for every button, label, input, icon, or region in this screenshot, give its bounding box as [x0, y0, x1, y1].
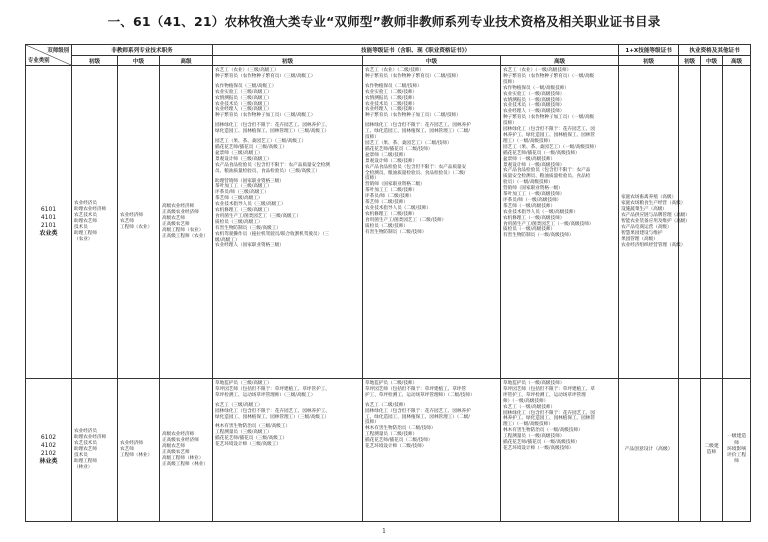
cell-line: 高级农艺师: [162, 444, 185, 450]
cell-line: 农业实验工（二级/技师）: [365, 89, 418, 95]
cell-line: 农艺技术员: [74, 441, 97, 447]
cell-line: 营销师（国家职业资格一级）: [503, 186, 563, 192]
cell-line: 林木有害生物防治员（二级/技师）: [365, 426, 436, 432]
cell-line: 草坪园艺师（包括但不限于：草坪建植工、草坪管: [365, 386, 467, 392]
cell-line: 插花花艺师/插花员（二级/技师）: [365, 146, 433, 152]
category-cell: [26, 66, 72, 379]
cell-line: 评茶员/师（二级/技师）: [365, 194, 415, 200]
cell-line: 技师）: [503, 79, 517, 85]
cell-line: 食用菌生产工/菌类园艺工（三级/高级工）: [215, 213, 301, 219]
cell-line: 级/高级工）: [215, 237, 240, 243]
cell-line: 高级农业经济师: [162, 432, 195, 438]
cell-line: 茶艺师（三级/高级工）: [215, 196, 263, 202]
cell-line: 助理工程师: [74, 230, 97, 236]
cell-line: 农产品电商运营（高级）: [621, 224, 672, 230]
cell-line: 评价工程: [726, 453, 747, 459]
cell-line: 师: [734, 440, 739, 446]
category-cell: [26, 379, 72, 522]
page-title: 一、61（41、21）农林牧渔大类专业“双师型”教师非教师系列专业技术资格及相关职业证书目录: [107, 14, 661, 29]
cell-line: 园林绿化工（包含但不限于：花卉园艺工、园: [503, 127, 595, 133]
skill-mid-cell: [363, 379, 501, 522]
cell-line: 农产品食品检验员（包含但不限于：农产品: [503, 168, 591, 174]
cell-line: 6102: [40, 434, 57, 441]
cell-line: 农业经济组织经营管理（高级）: [621, 242, 686, 248]
cell-line: 有害生物防制员（二级/技师）: [365, 229, 427, 235]
cell-line: 景观设计师（二级/技师）: [365, 158, 418, 164]
header-corner-bottom: 专业类别: [28, 58, 50, 64]
header-group-license: 执业资格及其他证书: [679, 45, 751, 56]
cell-line: 工程测量员（二级/技师）: [365, 432, 418, 438]
cell-line: 技术员: [74, 224, 88, 230]
cell-line: 助理营销师（国家职业资格三级）: [215, 178, 284, 184]
skill-junior-cell: [213, 379, 363, 522]
header-sub: 初级: [72, 56, 118, 66]
cell-line: 林木有害生物防治员（三级/高级工）: [215, 424, 291, 430]
cell-line: 插花花艺师/插花员（一级/高级技师）: [503, 440, 580, 446]
header-sub: 高级: [501, 56, 619, 66]
cell-line: 正高级工程师（农业）: [162, 233, 208, 239]
cell-line: 林业类: [39, 458, 58, 465]
table-row: [26, 379, 751, 522]
cell-line: 草地监护员（一级/高级技师）: [503, 381, 565, 386]
cell-line: 农艺工（一级/高级技师）: [503, 404, 556, 410]
cell-line: 正高级工程师（林业）: [162, 461, 208, 467]
cell-line: 农机修理工（二级/技师）: [365, 211, 418, 217]
cell-line: 草坪园艺师（包括但不限于：草坪建植工、草: [503, 386, 595, 392]
cell-line: 园林绿化工（包含但不限于：花卉园艺工、园: [503, 410, 595, 416]
cell-line: 护工、草坪检测工、运动场草坪管理师）（二级/技师）: [365, 392, 475, 398]
cell-line: 农作物植保员（二级/技师）: [365, 83, 422, 89]
cell-line: 种子繁育员（农作物种子繁育员）（一级/高级: [503, 73, 595, 79]
cell-line: 工程测量员（三级/高级工）: [215, 430, 272, 436]
cell-line: 质检员（一级/高级技师）: [503, 227, 556, 233]
cell-line: 果园管理（高级）: [621, 236, 658, 242]
cell-line: 农业实验工（一级/高级技师）: [503, 91, 565, 97]
cell-line: 助理农艺师: [74, 447, 97, 453]
cell-line: 农情测报员（二级/技师）: [365, 95, 418, 101]
cell-line: 农艺工（二级/技师）: [365, 402, 408, 408]
cell-line: 农业经济师: [120, 213, 143, 219]
cell-line: 插花花艺师/插花员（三级/高级工）: [215, 144, 288, 150]
cell-line: 正高级农业经济师: [162, 210, 199, 216]
cert-senior-cell: [723, 66, 751, 379]
cell-line: 营销师（国家职业资格二级）: [365, 182, 425, 188]
cell-line: 林养护工、绿化造园工、园林植保工、园林管: [503, 416, 595, 422]
cell-line: 高级农艺师: [162, 216, 185, 222]
skill-senior-cell: [501, 66, 619, 379]
cell-line: 园林绿化工（包含但不限于：花卉园艺工、园林养护: [365, 408, 471, 414]
cell-line: 农艺技术员: [74, 213, 97, 219]
cell-line: 种子繁育员（农作物种子加工员）（二级/技师）: [365, 113, 461, 119]
cell-line: 正高级农艺师: [162, 450, 190, 455]
skill-mid-cell: [363, 66, 501, 379]
cell-line: 4102: [40, 442, 57, 449]
header-corner: [26, 45, 72, 66]
cell-line: 农艺工（农业）（二级/技师）: [365, 68, 424, 73]
cell-line: 农情测报员（一级/高级技师）: [503, 97, 565, 103]
header-sub: 高级: [160, 56, 213, 66]
cell-line: 种子繁育员（农作物种子加工员）（三级/高级工）: [215, 113, 316, 119]
cell-line: 环境影响: [726, 446, 747, 452]
cell-line: 林养护工、绿化造园工、园林植保工、园林管: [503, 132, 595, 138]
cell-line: 助理工程师: [74, 458, 97, 464]
cell-line: 农业经理人（三级/高级工）: [215, 107, 272, 113]
cell-line: 评茶员/师（三级/高级工）: [215, 190, 269, 196]
cell-line: 农作物植保员（三级/高级工）: [215, 83, 277, 89]
cell-line: 农业技术员（三级/高级工）: [215, 101, 272, 107]
cell-line: 农业经济师: [120, 441, 143, 447]
header-sub: 中级: [363, 56, 501, 66]
cell-line: 农艺工（农业）（一级/高级技师）: [503, 68, 572, 73]
cell-line: 插花花艺师/插花员（二级/技师）: [365, 438, 433, 444]
cell-line: 茶艺师（一级/高级技师）: [503, 203, 556, 209]
nonteacher-senior-cell: [160, 379, 213, 522]
nonteacher-senior-cell: [160, 66, 213, 379]
cell-line: 农产品供应链与品牌管理（高级）: [621, 213, 690, 219]
cell-line: 种子繁育员（农作物种子繁育员）（三级/高级工）: [215, 73, 316, 79]
cell-line: 园林绿化工（包含但不限于：花卉园艺工、园林养护工、: [215, 123, 330, 129]
cell-line: 一级建造: [726, 434, 747, 440]
cell-line: （林业）: [74, 464, 93, 470]
cell-line: 农情测报员（三级/高级工）: [215, 95, 272, 101]
cell-line: 种子繁育员（农作物种子繁育员）（二级/技师）: [365, 73, 461, 79]
cell-line: 农业技术指导人员（三级/高级工）: [215, 202, 286, 208]
cell-line: 技术员: [74, 452, 88, 458]
x-junior-cell: [619, 379, 679, 522]
table-row: [26, 66, 751, 379]
cell-line: 农业经理人（国家职业资格三级）: [215, 243, 284, 249]
nonteacher-mid-cell: [118, 379, 160, 522]
header-sub: 中级: [701, 56, 723, 66]
cell-line: 草地监护员（二级/技师）: [365, 381, 418, 386]
cell-line: 园艺工（果、茶、桑园艺工）（二级/技师）: [365, 140, 452, 146]
cell-line: 盆景师（一级/高级技师）: [503, 156, 556, 162]
x-junior-cell: [619, 66, 690, 379]
cell-line: 林木有害生物防治员（一级/高级技师）: [503, 428, 583, 434]
cell-line: 草坪园艺师（包括但不限于：草坪建植工、草坪管护工、: [215, 386, 330, 392]
cell-line: 全检测员、粮油质量检验员、食品检验员）（二级/: [365, 170, 466, 176]
cell-line: 质检员（三级/高级工）: [215, 219, 263, 225]
cell-line: 正高级农业经济师: [162, 438, 199, 444]
cell-line: 设施蔬菜生产（高级）: [621, 207, 668, 213]
header-sub: 初级: [679, 56, 701, 66]
cell-line: 园艺工（果、茶、桑园艺工）（三级/高级工）: [215, 139, 307, 145]
header-sub: 中级: [118, 56, 160, 66]
cell-line: 农业技术员（一级/高级技师）: [503, 103, 565, 109]
cell-line: 农业经济员: [74, 201, 97, 207]
cell-line: 园林绿化工（包含但不限于：花卉园艺工、园林养护: [365, 123, 471, 129]
cell-line: 花艺环境设计师（一级/高级技师）: [503, 445, 574, 451]
cell-line: 农艺工（农业）（三级/高级工）: [215, 68, 279, 73]
cell-line: 有害生物防制员（一级/高级技师）: [503, 233, 574, 239]
cell-line: 4101: [40, 214, 57, 221]
cell-line: 2101: [40, 222, 57, 229]
cell-line: 农业技术指导人员（二级/技师）: [365, 205, 431, 211]
cell-line: 质检员（二级/技师）: [365, 223, 408, 229]
cell-line: 理工）（一级/高级技师）: [503, 422, 553, 428]
header-group-nonteacher: 非教师系列专业技术职务: [72, 45, 213, 56]
cell-line: 茶叶加工工（三级/高级工）: [215, 184, 272, 190]
cell-line: 师: [734, 459, 739, 465]
cell-line: 茶艺师（二级/技师）: [365, 200, 408, 206]
cell-line: 农产品食品检验员（包含但不限于：农产品质量安: [365, 164, 467, 170]
cell-line: 智能农业装备应用及维护（高级）: [621, 219, 690, 225]
cert-senior-cell: [723, 379, 751, 522]
cell-line: 农机修理工（一级/高级技师）: [503, 215, 565, 221]
cell-line: 插花花艺师/插花员（一级/高级技师）: [503, 150, 580, 156]
cell-line: 2102: [40, 450, 57, 457]
nonteacher-mid-cell: [118, 66, 160, 379]
cell-line: 农业经理人（一级/高级技师）: [503, 109, 565, 115]
cert-mid-cell: [701, 66, 723, 379]
cell-line: 农机修理工（三级/高级工）: [215, 208, 272, 214]
header-sub: 初级: [619, 56, 679, 66]
cell-line: 高级工程师（农业）: [162, 227, 204, 233]
header-group-skill: 技能等级证书（含职、现《职业资格证书》）: [213, 45, 619, 56]
cell-line: 园艺工（果、茶、桑园艺工）（一级/高级技师）: [503, 144, 599, 150]
cell-line: 农作物植保员（一级/高级技师）: [503, 85, 569, 91]
cell-line: 造师: [706, 450, 717, 455]
cell-line: 家庭农场粮食生产经营（高级）: [621, 201, 686, 207]
cell-line: 景观设计师（三级/高级工）: [215, 156, 272, 162]
cell-line: 插花花艺师/插花员（三级/高级工）: [215, 436, 288, 442]
cell-line: 技师）: [503, 121, 517, 127]
nonteacher-junior-cell: [72, 66, 118, 379]
cell-line: 坪管护工、草坪检测工、运动场草坪管理: [503, 392, 586, 398]
header-corner-top: 双师级别: [47, 48, 69, 54]
cell-line: 农艺师: [120, 219, 134, 225]
skill-senior-cell: [501, 379, 619, 522]
cell-line: 师）（一级/高级技师）: [503, 398, 549, 404]
cell-line: 农艺工（三级/高级工）: [215, 402, 263, 408]
cell-line: 绿化造园工、园林植保工、园林管理工）（三级/高级工）: [215, 414, 330, 420]
cell-line: 盆景师（三级/高级工）: [215, 150, 263, 156]
cell-line: 食用菌生产工/菌类园艺工（一级/高级技师）: [503, 221, 594, 227]
cell-line: 农机驾驶操作员（拖拉机驾驶员/联合收割机驾驶员）（三: [215, 231, 330, 237]
cell-line: 理工）（一级/高级技师）: [503, 138, 553, 144]
cell-line: 工、绿化造园工、园林植保工、园林管理工）（二级/: [365, 129, 470, 135]
page-number: 1: [382, 528, 386, 535]
cell-line: 二级建: [704, 443, 719, 449]
cell-line: 工、绿化造园工、园林植保工、园林管理工）（二级/: [365, 414, 470, 420]
cell-line: 农业类: [39, 230, 58, 237]
cell-line: 智慧果园建设与维护: [621, 230, 663, 236]
cell-line: 景观设计师（一级/高级技师）: [503, 162, 565, 168]
cell-line: 6101: [40, 206, 57, 213]
header-sub: 初级: [213, 56, 363, 66]
cell-line: 有害生物防制员（三级/高级工）: [215, 225, 281, 231]
cell-line: 工程测量员（一级/高级技师）: [503, 434, 565, 440]
cell-line: 农业经理人（二级/技师）: [365, 107, 418, 113]
cell-line: （农业）: [74, 236, 93, 242]
cell-line: 助理农业经济师: [74, 435, 107, 441]
cell-line: 产品创意设计（高级）: [624, 446, 673, 452]
cell-line: 茶叶加工工（二级/技师）: [365, 188, 418, 194]
cell-line: 花艺环境设计师（二级/技师）: [365, 444, 427, 450]
cell-line: 园林绿化工（包含但不限于：花卉园艺工、园林养护工、: [215, 408, 330, 414]
cell-line: 技师）: [365, 420, 379, 426]
cell-line: 质量安全检测员、粮油质量检验员、食品检: [503, 174, 591, 180]
cell-line: 技师）: [365, 176, 379, 182]
cell-line: 助理农艺师: [74, 219, 97, 225]
cell-line: 工程师（林业）: [120, 452, 153, 458]
cell-line: 高级农业经济师: [162, 204, 195, 210]
cell-line: 农业实验工（三级/高级工）: [215, 89, 272, 95]
cell-line: 农产品食品检验员（包含但不限于：农产品质量安全检测: [215, 162, 330, 168]
cell-line: 正高级农艺师: [162, 222, 190, 227]
cell-line: 盆景师（二级/技师）: [365, 152, 408, 158]
cell-line: 农业经济员: [74, 429, 97, 435]
cell-line: 农艺师: [120, 447, 134, 453]
cell-line: 高级工程师（林业）: [162, 455, 204, 461]
cell-line: 食用菌生产工/菌类园艺工（二级/技师）: [365, 217, 447, 223]
cell-line: 工程师（农业）: [120, 224, 153, 230]
cell-line: 验员）（一级/高级技师）: [503, 180, 553, 186]
cert-mid-cell: [701, 379, 723, 522]
cell-line: 种子繁育员（农作物种子加工员）（一级/高级: [503, 115, 595, 121]
cell-line: 草坪检测工、运动场草坪管理师）（三级/高级工）: [215, 392, 316, 398]
skill-junior-cell: [213, 66, 363, 379]
cell-line: 绿化造园工、园林植保工、园林管理工）（三级/高级工）: [215, 129, 330, 135]
cert-junior-cell: [679, 379, 701, 522]
cell-line: 花艺环境设计师（三级/高级工）: [215, 442, 281, 448]
certificate-table: [25, 44, 751, 522]
header-sub: 高级: [723, 56, 751, 66]
cell-line: 技师）: [365, 135, 379, 141]
cell-line: 助理农业经济师: [74, 207, 107, 213]
cell-line: 农业技术指导人员（一级/高级技师）: [503, 209, 579, 215]
cell-line: 家庭农场畜禽养殖（高级）: [621, 195, 677, 201]
cell-line: 茶叶加工工（一级/高级技师）: [503, 192, 565, 198]
cell-line: 员、粮油质量检验员、食品检验员）（三级/高级工）: [215, 168, 320, 174]
cell-line: 农业技术员（二级/技师）: [365, 101, 418, 107]
header-group-1x: 1+X技能等级证书: [619, 45, 679, 56]
cell-line: 草地监护员（三级/高级工）: [215, 381, 272, 386]
cell-line: 评茶员/师（一级/高级技师）: [503, 197, 562, 203]
nonteacher-junior-cell: [72, 379, 118, 522]
